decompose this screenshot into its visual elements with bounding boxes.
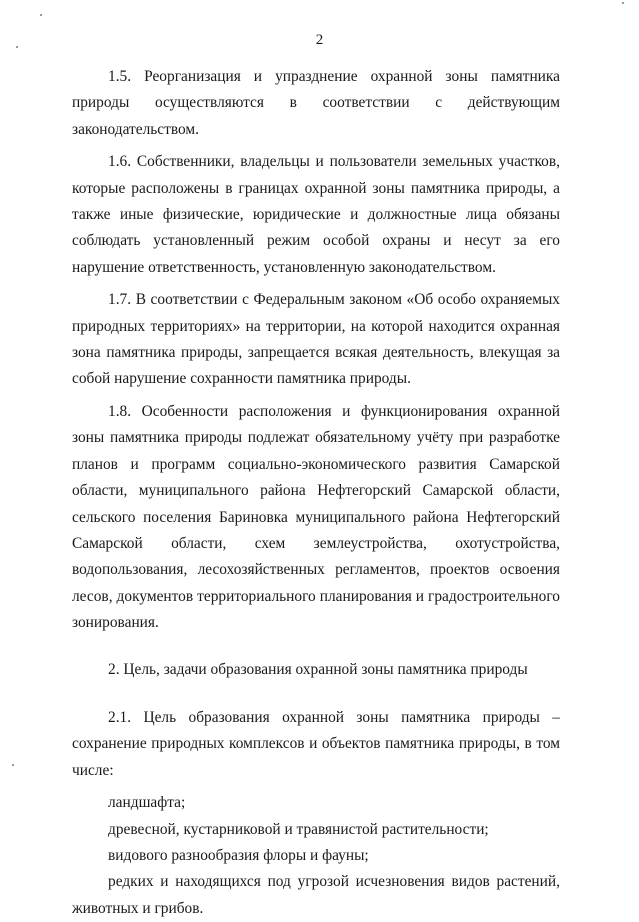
paragraph-1-5: 1.5. Реорганизация и упразднение охранной зоны памятника природы осуществляются в соответствии с действующим законодательством.: [72, 68, 560, 138]
scan-speck: [40, 14, 42, 16]
list-item: ландшафта;: [108, 794, 186, 812]
section-2-heading: 2. Цель, задачи образования охранной зоны памятника природы: [108, 660, 528, 678]
list-item: видового разнообразия флоры и фауны;: [108, 846, 369, 864]
scan-speck: [16, 46, 18, 48]
paragraph-2-1: 2.1. Цель образования охранной зоны памятника природы – сохранение природных комплексов и объектов памятника природы, в том числе:: [72, 708, 560, 779]
list-item: древесной, кустарниковой и травянистой растительности;: [108, 820, 489, 838]
page-number: 2: [315, 32, 324, 48]
list-item: редких и находящихся под угрозой исчезновения видов растений, животных и грибов.: [72, 873, 560, 917]
document-body: [72, 64, 560, 922]
scan-speck: [12, 764, 14, 766]
paragraph-1-7: 1.7. В соответствии с Федеральным законом «Об особо охраняемых природных территориях» на территории, на которой находится охранная зона памятника природы, запрещается всякая деятельность, влекущая за собой нарушение сохранности памятника природы.: [72, 291, 560, 388]
scan-speck: [622, 2, 624, 4]
paragraph-1-8: 1.8. Особенности расположения и функционирования охранной зоны памятника природы подлежат обязательному учёту при разработке планов и программ социально-экономического развития Самарской области, муниципального района Нефтегорский Самарской области, сельского поселения Бариновка муниципального района Нефтегорский Самарской области, схем землеустройства, охотустройства, водопользования, лесохозяйственных регламентов, проектов освоения лесов, документов территориального планирования и градостроительного зонирования.: [72, 402, 560, 632]
paragraph-1-6: 1.6. Собственники, владельцы и пользователи земельных участков, которые расположены в границах охранной зоны памятника природы, а также иные физические, юридические и должностные лица обязаны соблюдать установленный режим особой охраны и несут за его нарушение ответственность, установленную законодательством.: [72, 153, 560, 276]
